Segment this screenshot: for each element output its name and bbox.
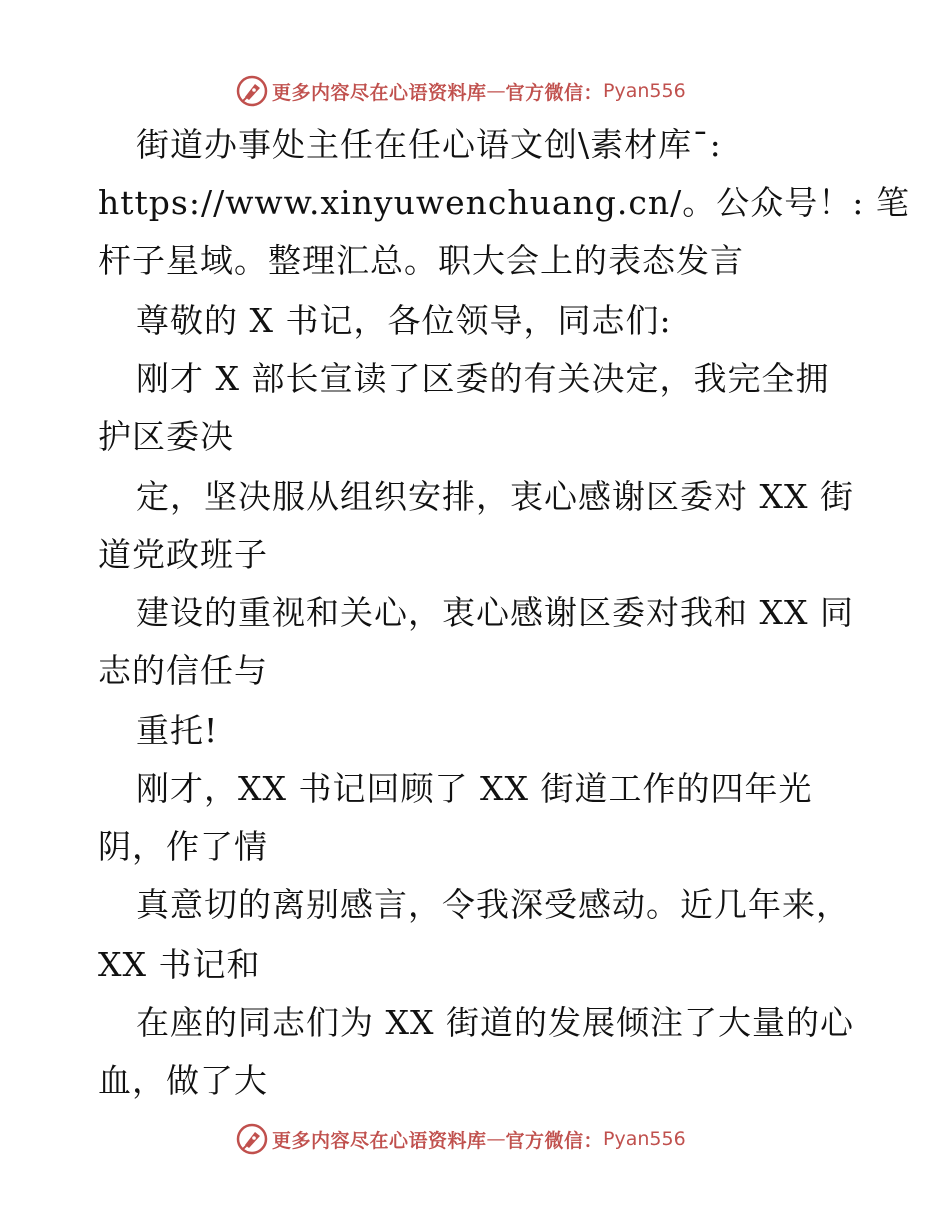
text-line: 道党政班子: [98, 535, 268, 574]
pen-nib-logo-icon: [236, 75, 268, 107]
text-line: 街道办事处主任在任心语文创\素材库¯:: [136, 125, 722, 164]
header-account-label: 官方微信：: [505, 81, 604, 104]
footer-promo-text: 更多内容尽在心语资料库: [272, 1129, 487, 1152]
text-line: 刚才，XX 书记回顾了 XX 街道工作的四年光: [136, 769, 813, 808]
text-line: https://www.xinyuwenchuang.cn/。公众号！: 笔: [98, 183, 910, 222]
footer-banner: [236, 1122, 686, 1156]
footer-account-id: Pyan556: [603, 1128, 686, 1150]
text-line: 建设的重视和关心，衷心感谢区委对我和 XX 同: [136, 593, 854, 632]
text-line: 重托!: [136, 711, 219, 750]
text-line: 尊敬的 X 书记，各位领导，同志们:: [136, 301, 672, 340]
text-line: 阴，作了情: [98, 827, 268, 866]
pen-nib-logo-icon: [236, 1123, 268, 1155]
text-line: 志的信任与: [98, 651, 268, 690]
text-line: 在座的同志们为 XX 街道的发展倾注了大量的心: [136, 1003, 854, 1042]
text-line: XX 书记和: [98, 945, 261, 984]
header-account-id: Pyan556: [603, 80, 686, 102]
footer-separator: —: [486, 1128, 506, 1150]
text-line: 真意切的离别感言，令我深受感动。近几年来，: [136, 885, 850, 924]
footer-account-label: 官方微信：: [505, 1129, 604, 1152]
header-banner: [236, 74, 686, 108]
header-separator: —: [486, 80, 506, 102]
text-line: 定，坚决服从组织安排，衷心感谢区委对 XX 街: [136, 477, 854, 516]
text-line: 杆子星域。整理汇总。职大会上的表态发言: [98, 241, 744, 280]
header-promo-text: 更多内容尽在心语资料库: [272, 81, 487, 104]
text-line: 护区委决: [98, 417, 234, 456]
text-line: 刚才 X 部长宣读了区委的有关决定，我完全拥: [136, 359, 830, 398]
text-line: 血，做了大: [98, 1061, 268, 1100]
